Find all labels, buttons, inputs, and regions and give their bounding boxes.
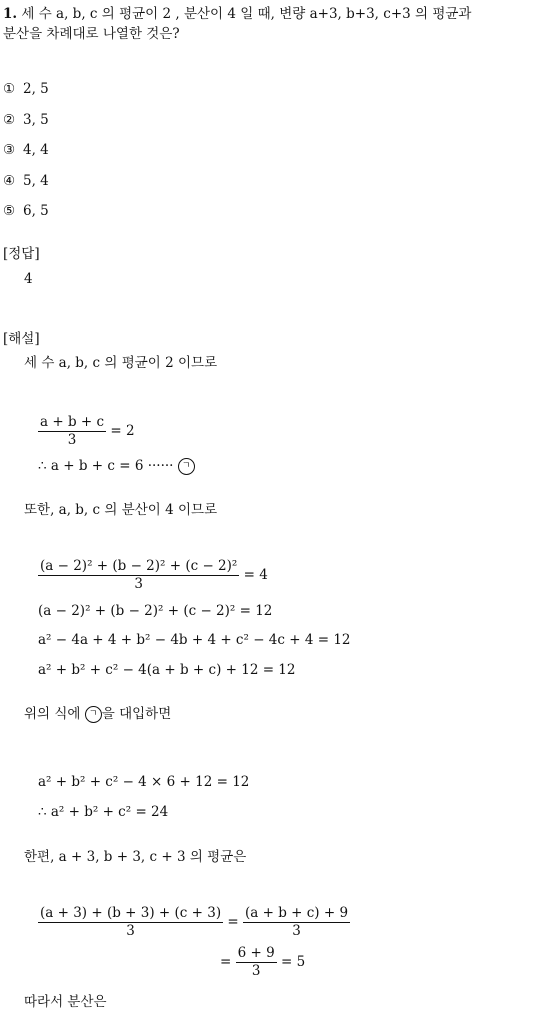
choice-mark: ④ — [3, 173, 16, 189]
fraction — [38, 558, 239, 593]
equals-sign: = — [227, 914, 239, 930]
question-line-1 — [3, 4, 471, 24]
equation-line: (a − 2)² + (b − 2)² + (c − 2)² = 12 — [38, 603, 273, 619]
equation-line: a² + b² + c² − 4(a + b + c) + 12 = 12 — [38, 662, 296, 678]
explanation-intro: 세 수 a, b, c 의 평균이 2 이므로 — [24, 355, 218, 371]
substitution-post: 을 대입하면 — [101, 706, 172, 722]
circled-giyeok-icon: ㄱ — [85, 706, 102, 723]
choice-mark: ③ — [3, 142, 16, 158]
fraction-numerator: 6 + 9 — [237, 945, 275, 961]
circled-giyeok-icon: ㄱ — [178, 458, 195, 475]
choice-item[interactable] — [3, 111, 49, 129]
question-text-1: 세 수 a, b, c 의 평균이 2 , 분산이 4 일 때, 변량 a+3, b+3, c+3 의 평균과 — [21, 6, 472, 22]
choice-item[interactable] — [3, 202, 49, 220]
fraction-denominator: 3 — [292, 923, 301, 939]
question-number: 1. — [3, 6, 18, 22]
choice-mark: ① — [3, 81, 16, 97]
choice-item[interactable] — [3, 141, 49, 159]
choice-text: 2, 5 — [23, 81, 49, 97]
fraction-denominator: 3 — [251, 963, 261, 979]
fraction — [38, 414, 106, 449]
mean-equation — [38, 414, 135, 449]
equation-line: a² + b² + c² − 4 × 6 + 12 = 12 — [38, 774, 250, 790]
choice-mark: ⑤ — [3, 203, 16, 219]
fraction-denominator: 3 — [126, 923, 135, 939]
fraction-numerator: a + b + c — [40, 414, 105, 430]
mean-result-equation — [220, 945, 305, 980]
sum-text: ∴ a + b + c = 6 ······ — [38, 458, 174, 474]
fraction-numerator: (a + 3) + (b + 3) + (c + 3) — [40, 905, 222, 921]
equation-rhs: = 2 — [110, 423, 135, 439]
explanation-intro-3: 한편, a + 3, b + 3, c + 3 의 평균은 — [24, 849, 247, 865]
substitution-pre: 위의 식에 — [24, 706, 85, 722]
explanation-label: [해설] — [3, 331, 40, 347]
explanation-intro-2: 또한, a, b, c 의 분산이 4 이므로 — [24, 502, 218, 518]
substitution-text — [24, 705, 171, 723]
explanation-outro: 따라서 분산은 — [24, 994, 107, 1010]
equation-line: ∴ a² + b² + c² = 24 — [38, 804, 169, 820]
answer-label: [정답] — [3, 246, 40, 262]
choice-text: 6, 5 — [23, 203, 49, 219]
choice-item[interactable] — [3, 172, 49, 190]
equation-rhs: = 5 — [280, 954, 306, 970]
answer-value: 4 — [24, 271, 33, 287]
choice-text: 4, 4 — [23, 142, 49, 158]
choice-text: 3, 5 — [23, 112, 49, 128]
sum-equation — [38, 457, 195, 475]
variance-equation — [38, 558, 268, 593]
choice-item[interactable] — [3, 80, 49, 98]
equation-rhs: = 4 — [243, 567, 268, 583]
fraction-denominator: 3 — [134, 576, 143, 592]
fraction — [236, 945, 277, 980]
mean-shift-equation — [38, 905, 350, 940]
choice-text: 5, 4 — [23, 173, 49, 189]
choice-mark: ② — [3, 112, 16, 128]
fraction — [243, 905, 350, 940]
question-line-2: 분산을 차례대로 나열한 것은? — [3, 26, 180, 42]
fraction — [38, 905, 223, 940]
equation-line: a² − 4a + 4 + b² − 4b + 4 + c² − 4c + 4 = 12 — [38, 632, 351, 648]
fraction-numerator: (a + b + c) + 9 — [245, 905, 349, 921]
fraction-numerator: (a − 2)² + (b − 2)² + (c − 2)² — [40, 558, 238, 574]
fraction-denominator: 3 — [67, 432, 77, 448]
equals-sign: = — [220, 954, 232, 970]
